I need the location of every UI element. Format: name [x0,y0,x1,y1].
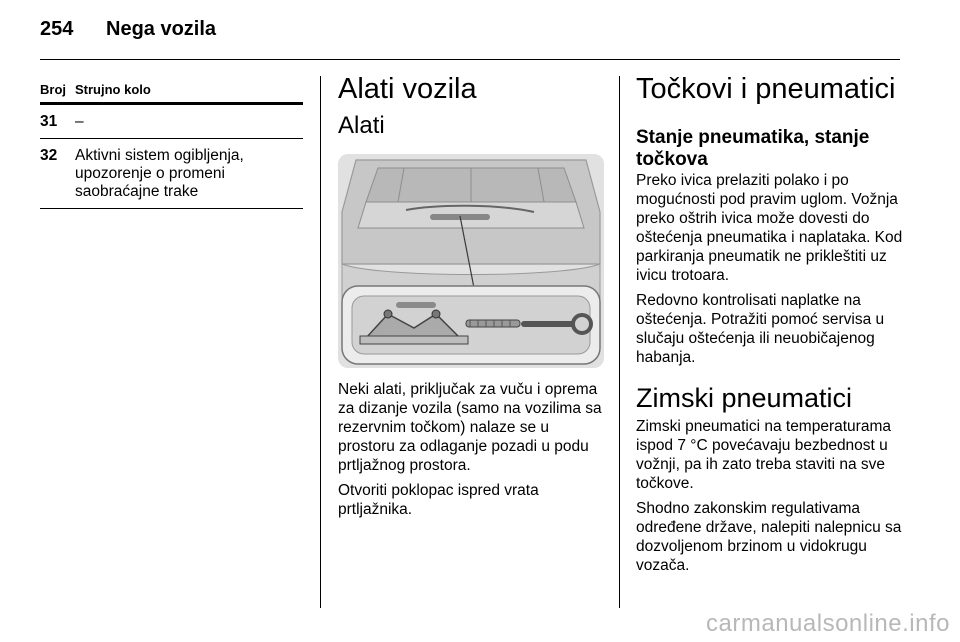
fuse-table [40,82,303,209]
table-row [40,139,303,209]
table-header [40,82,303,105]
section-heading: Točkovi i pneumatici [636,73,896,105]
paragraph: Otvoriti poklopac ispred vrata prtljažnika. [338,482,539,518]
column-divider [320,76,321,608]
row-number: 31 [40,113,58,130]
page-number: 254 [40,18,74,40]
tools-section [338,72,604,525]
header-divider [40,59,900,60]
column-header-number: Broj [40,82,66,97]
paragraph: Shodno zakonskim regulativama određene države, nalepiti nalepnicu sa dozvoljenom brzinom u vidokrugu vozača. [636,500,902,574]
section-subheading: Alati [338,112,385,139]
tools-illustration [338,154,604,368]
table-row [40,105,303,139]
wheels-section [636,72,904,581]
watermark: carmanualsonline.info [706,610,950,637]
row-text: – [75,113,84,130]
row-text: Aktivni sistem ogibljenja, upozorenje o promeni saobraćajne trake [75,147,244,200]
paragraph: Zimski pneumatici na temperaturama ispod 7 °C povećavaju bezbednost u vožnji, pa ih zato treba staviti na sve točkove. [636,418,891,492]
section-subheading: Stanje pneumatika, stanje točkova [636,127,870,170]
paragraph: Preko ivica prelaziti polako i po mogućnosti pod pravim uglom. Vožnja preko oštrih ivica može dovesti do oštećenja pneumatika i naplataka. Kod parkiranja pneumatik ne prikleštiti uz ivicu trotoara. [636,172,903,284]
row-number: 32 [40,147,58,164]
column-divider [619,76,620,608]
page-title: Nega vozila [106,18,217,40]
paragraph: Neki alati, priključak za vuču i oprema za dizanje vozila (samo na vozilima sa rezervnim točkom) nalaze se u prostoru za odlaganje pozadi u podu prtljažnog prostora. [338,381,602,474]
paragraph: Redovno kontrolisati naplatke na oštećenja. Potražiti pomoć servisa u slučaju oštećenja ili neuobičajenog habanja. [636,292,885,366]
trunk-tools-drawing [338,154,604,368]
column-header-circuit: Strujno kolo [75,82,151,97]
page-header [40,18,216,41]
section-heading: Alati vozila [338,73,477,105]
section-heading-winter: Zimski pneumatici [636,383,853,413]
